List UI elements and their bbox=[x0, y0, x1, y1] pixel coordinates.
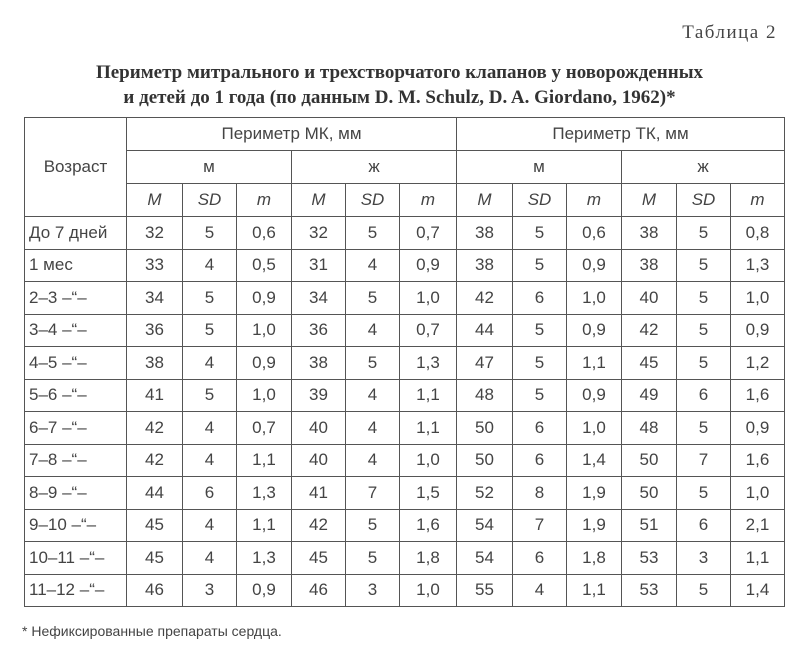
value-cell: 1,1 bbox=[237, 444, 292, 477]
value-cell: 0,9 bbox=[731, 412, 785, 445]
value-cell: 7 bbox=[346, 477, 400, 510]
value-cell: 1,5 bbox=[400, 477, 457, 510]
value-cell: 4 bbox=[346, 412, 400, 445]
age-cell: 3–4 –“– bbox=[25, 314, 127, 347]
table-row bbox=[25, 444, 785, 477]
value-cell: 38 bbox=[292, 347, 346, 380]
value-cell: 32 bbox=[292, 217, 346, 250]
value-cell: 38 bbox=[622, 217, 677, 250]
value-cell: 1,3 bbox=[731, 249, 785, 282]
age-cell: 2–3 –“– bbox=[25, 282, 127, 315]
value-cell: 50 bbox=[457, 444, 513, 477]
value-cell: 4 bbox=[346, 314, 400, 347]
header-stat: SD bbox=[183, 184, 237, 217]
value-cell: 4 bbox=[183, 444, 237, 477]
value-cell: 0,8 bbox=[731, 217, 785, 250]
value-cell: 50 bbox=[622, 444, 677, 477]
value-cell: 1,1 bbox=[567, 574, 622, 607]
value-cell: 5 bbox=[513, 217, 567, 250]
value-cell: 5 bbox=[183, 217, 237, 250]
header-stat: M bbox=[127, 184, 183, 217]
value-cell: 4 bbox=[183, 249, 237, 282]
value-cell: 5 bbox=[183, 314, 237, 347]
table-row bbox=[25, 282, 785, 315]
value-cell: 0,9 bbox=[237, 574, 292, 607]
value-cell: 46 bbox=[292, 574, 346, 607]
age-cell: 10–11 –“– bbox=[25, 542, 127, 575]
age-cell: 8–9 –“– bbox=[25, 477, 127, 510]
value-cell: 48 bbox=[622, 412, 677, 445]
value-cell: 5 bbox=[677, 412, 731, 445]
value-cell: 1,6 bbox=[731, 379, 785, 412]
value-cell: 42 bbox=[292, 509, 346, 542]
header-stat: m bbox=[400, 184, 457, 217]
age-cell: 6–7 –“– bbox=[25, 412, 127, 445]
value-cell: 1,0 bbox=[237, 379, 292, 412]
value-cell: 42 bbox=[127, 444, 183, 477]
header-sex-female: ж bbox=[292, 151, 457, 184]
value-cell: 5 bbox=[677, 282, 731, 315]
value-cell: 1,3 bbox=[237, 542, 292, 575]
value-cell: 8 bbox=[513, 477, 567, 510]
value-cell: 6 bbox=[513, 282, 567, 315]
header-stat: m bbox=[237, 184, 292, 217]
value-cell: 0,7 bbox=[400, 314, 457, 347]
value-cell: 0,6 bbox=[237, 217, 292, 250]
value-cell: 1,0 bbox=[400, 444, 457, 477]
value-cell: 1,4 bbox=[731, 574, 785, 607]
age-cell: До 7 дней bbox=[25, 217, 127, 250]
value-cell: 0,9 bbox=[567, 379, 622, 412]
value-cell: 1,6 bbox=[731, 444, 785, 477]
value-cell: 3 bbox=[677, 542, 731, 575]
table-row bbox=[25, 217, 785, 250]
value-cell: 52 bbox=[457, 477, 513, 510]
value-cell: 40 bbox=[292, 444, 346, 477]
age-cell: 9–10 –“– bbox=[25, 509, 127, 542]
value-cell: 34 bbox=[292, 282, 346, 315]
table-row bbox=[25, 542, 785, 575]
table-row bbox=[25, 477, 785, 510]
value-cell: 1,0 bbox=[237, 314, 292, 347]
value-cell: 50 bbox=[457, 412, 513, 445]
value-cell: 42 bbox=[457, 282, 513, 315]
table-title bbox=[0, 60, 799, 110]
value-cell: 54 bbox=[457, 509, 513, 542]
value-cell: 4 bbox=[513, 574, 567, 607]
value-cell: 31 bbox=[292, 249, 346, 282]
value-cell: 4 bbox=[183, 542, 237, 575]
value-cell: 3 bbox=[346, 574, 400, 607]
value-cell: 47 bbox=[457, 347, 513, 380]
value-cell: 42 bbox=[127, 412, 183, 445]
value-cell: 7 bbox=[677, 444, 731, 477]
header-sex-male: м bbox=[457, 151, 622, 184]
value-cell: 53 bbox=[622, 542, 677, 575]
value-cell: 41 bbox=[127, 379, 183, 412]
value-cell: 1,1 bbox=[400, 412, 457, 445]
value-cell: 5 bbox=[677, 347, 731, 380]
table-row bbox=[25, 347, 785, 380]
value-cell: 6 bbox=[513, 412, 567, 445]
value-cell: 0,6 bbox=[567, 217, 622, 250]
value-cell: 51 bbox=[622, 509, 677, 542]
value-cell: 50 bbox=[622, 477, 677, 510]
value-cell: 45 bbox=[127, 542, 183, 575]
value-cell: 7 bbox=[513, 509, 567, 542]
value-cell: 46 bbox=[127, 574, 183, 607]
value-cell: 0,9 bbox=[567, 249, 622, 282]
value-cell: 1,1 bbox=[567, 347, 622, 380]
value-cell: 0,5 bbox=[237, 249, 292, 282]
value-cell: 39 bbox=[292, 379, 346, 412]
value-cell: 53 bbox=[622, 574, 677, 607]
value-cell: 6 bbox=[513, 542, 567, 575]
value-cell: 5 bbox=[513, 379, 567, 412]
value-cell: 5 bbox=[677, 249, 731, 282]
value-cell: 4 bbox=[346, 249, 400, 282]
value-cell: 42 bbox=[622, 314, 677, 347]
table-row bbox=[25, 574, 785, 607]
age-cell: 4–5 –“– bbox=[25, 347, 127, 380]
value-cell: 48 bbox=[457, 379, 513, 412]
value-cell: 5 bbox=[513, 249, 567, 282]
header-stat: SD bbox=[346, 184, 400, 217]
header-stat: M bbox=[622, 184, 677, 217]
value-cell: 5 bbox=[677, 314, 731, 347]
value-cell: 5 bbox=[346, 217, 400, 250]
header-stat: SD bbox=[677, 184, 731, 217]
value-cell: 33 bbox=[127, 249, 183, 282]
header-stat: M bbox=[457, 184, 513, 217]
table-row bbox=[25, 509, 785, 542]
value-cell: 4 bbox=[346, 379, 400, 412]
value-cell: 5 bbox=[346, 509, 400, 542]
header-stat: M bbox=[292, 184, 346, 217]
value-cell: 5 bbox=[346, 282, 400, 315]
age-cell: 7–8 –“– bbox=[25, 444, 127, 477]
valve-perimeter-table bbox=[24, 117, 785, 607]
value-cell: 38 bbox=[127, 347, 183, 380]
value-cell: 6 bbox=[183, 477, 237, 510]
value-cell: 4 bbox=[346, 444, 400, 477]
value-cell: 6 bbox=[513, 444, 567, 477]
age-cell: 11–12 –“– bbox=[25, 574, 127, 607]
value-cell: 1,2 bbox=[731, 347, 785, 380]
value-cell: 6 bbox=[677, 379, 731, 412]
header-group-tricuspid: Периметр ТК, мм bbox=[457, 118, 785, 151]
value-cell: 0,9 bbox=[237, 347, 292, 380]
value-cell: 4 bbox=[183, 509, 237, 542]
value-cell: 5 bbox=[346, 347, 400, 380]
value-cell: 5 bbox=[677, 574, 731, 607]
value-cell: 38 bbox=[457, 217, 513, 250]
table-title-line-1: Периметр митрального и трехстворчатого клапанов у новорожденных bbox=[95, 62, 704, 83]
value-cell: 40 bbox=[292, 412, 346, 445]
value-cell: 55 bbox=[457, 574, 513, 607]
value-cell: 41 bbox=[292, 477, 346, 510]
value-cell: 5 bbox=[513, 314, 567, 347]
value-cell: 1,0 bbox=[567, 412, 622, 445]
value-cell: 34 bbox=[127, 282, 183, 315]
value-cell: 0,9 bbox=[237, 282, 292, 315]
footnote: * Нефиксированные препараты сердца. bbox=[22, 623, 282, 639]
value-cell: 0,9 bbox=[567, 314, 622, 347]
header-stat: m bbox=[731, 184, 785, 217]
value-cell: 44 bbox=[457, 314, 513, 347]
value-cell: 1,9 bbox=[567, 509, 622, 542]
value-cell: 1,8 bbox=[567, 542, 622, 575]
value-cell: 1,1 bbox=[400, 379, 457, 412]
age-cell: 1 мес bbox=[25, 249, 127, 282]
header-age: Возраст bbox=[25, 118, 127, 217]
value-cell: 5 bbox=[183, 379, 237, 412]
header-stat: SD bbox=[513, 184, 567, 217]
value-cell: 4 bbox=[183, 347, 237, 380]
value-cell: 1,3 bbox=[237, 477, 292, 510]
value-cell: 0,7 bbox=[400, 217, 457, 250]
value-cell: 1,1 bbox=[731, 542, 785, 575]
value-cell: 1,9 bbox=[567, 477, 622, 510]
value-cell: 0,7 bbox=[237, 412, 292, 445]
value-cell: 5 bbox=[346, 542, 400, 575]
value-cell: 40 bbox=[622, 282, 677, 315]
value-cell: 3 bbox=[183, 574, 237, 607]
value-cell: 36 bbox=[292, 314, 346, 347]
header-sex-male: м bbox=[127, 151, 292, 184]
value-cell: 1,6 bbox=[400, 509, 457, 542]
header-stat: m bbox=[567, 184, 622, 217]
value-cell: 1,0 bbox=[400, 574, 457, 607]
value-cell: 1,0 bbox=[731, 477, 785, 510]
header-group-mitral: Периметр МК, мм bbox=[127, 118, 457, 151]
value-cell: 1,8 bbox=[400, 542, 457, 575]
value-cell: 1,0 bbox=[567, 282, 622, 315]
value-cell: 32 bbox=[127, 217, 183, 250]
value-cell: 5 bbox=[677, 477, 731, 510]
value-cell: 5 bbox=[677, 217, 731, 250]
value-cell: 6 bbox=[677, 509, 731, 542]
value-cell: 54 bbox=[457, 542, 513, 575]
value-cell: 49 bbox=[622, 379, 677, 412]
value-cell: 5 bbox=[183, 282, 237, 315]
table-row bbox=[25, 249, 785, 282]
table-row bbox=[25, 314, 785, 347]
value-cell: 1,4 bbox=[567, 444, 622, 477]
value-cell: 4 bbox=[183, 412, 237, 445]
value-cell: 38 bbox=[622, 249, 677, 282]
value-cell: 0,9 bbox=[400, 249, 457, 282]
value-cell: 1,1 bbox=[237, 509, 292, 542]
value-cell: 1,0 bbox=[400, 282, 457, 315]
header-sex-female: ж bbox=[622, 151, 785, 184]
value-cell: 45 bbox=[127, 509, 183, 542]
table-title-line-2: и детей до 1 года (по данным D. M. Schulz, D. A. Giordano, 1962)* bbox=[123, 87, 676, 108]
value-cell: 2,1 bbox=[731, 509, 785, 542]
value-cell: 45 bbox=[292, 542, 346, 575]
table-row bbox=[25, 379, 785, 412]
value-cell: 36 bbox=[127, 314, 183, 347]
value-cell: 5 bbox=[513, 347, 567, 380]
table-number-label: Таблица 2 bbox=[682, 22, 777, 43]
value-cell: 44 bbox=[127, 477, 183, 510]
value-cell: 0,9 bbox=[731, 314, 785, 347]
value-cell: 38 bbox=[457, 249, 513, 282]
age-cell: 5–6 –“– bbox=[25, 379, 127, 412]
value-cell: 1,0 bbox=[731, 282, 785, 315]
table-row bbox=[25, 412, 785, 445]
value-cell: 45 bbox=[622, 347, 677, 380]
value-cell: 1,3 bbox=[400, 347, 457, 380]
